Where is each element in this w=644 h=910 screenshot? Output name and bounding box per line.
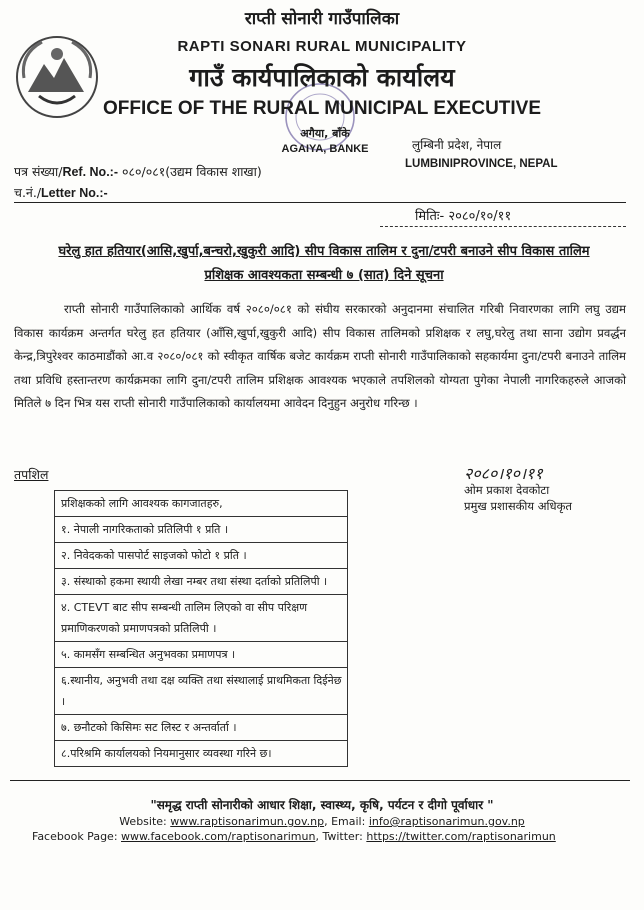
header-divider xyxy=(14,202,626,203)
address-en: AGAIYA, BANKE xyxy=(281,143,369,155)
table-row xyxy=(55,741,348,767)
requirement-item: ४. CTEVT बाट सीप सम्बन्धी तालिम लिएको वा सीप परिक्षण प्रमाणिकरणको प्रमाणपत्रको प्रतिलिपी । xyxy=(55,595,348,642)
requirement-item: ५. कामसँग सम्बन्धित अनुभवका प्रमाणपत्र । xyxy=(55,642,348,668)
table-row xyxy=(55,642,348,668)
website-label: Website: xyxy=(119,815,171,828)
notice-subject: घरेलु हात हतियार(आसि,खुर्पा,बन्चरो,खुकुरी आदि) सीप विकास तालिम र दुना/टपरी बनाउने सीप विकास तालिम प्रशिक्षक आवश्यकता सम्बन्धी ७ (सात) दिने सूचना xyxy=(58,244,590,283)
signatory-name: ओम प्रकाश देवकोटा xyxy=(464,483,550,497)
letter-number xyxy=(14,184,108,201)
table-row xyxy=(55,517,348,543)
facebook-label: Facebook Page: xyxy=(32,830,122,843)
website-link[interactable]: www.raptisonarimun.gov.np xyxy=(170,815,325,828)
document-date: मितिः- २०८०/१०/११ xyxy=(415,209,512,224)
office-title-np: गाउँ कार्यपालिकाको कार्यालय xyxy=(189,63,455,92)
requirement-item: ८.परिश्रमि कार्यालयको नियमानुसार व्यवस्था गरिने छ। xyxy=(55,741,348,767)
details-heading: तपशिल xyxy=(14,467,49,482)
letter-label-en: Letter No.:- xyxy=(41,186,108,200)
requirement-item: ३. संस्थाको हकमा स्थायी लेखा नम्बर तथा संस्था दर्ताको प्रतिलिपी । xyxy=(55,569,348,595)
municipality-name-np: राप्ती सोनारी गाउँपालिका xyxy=(244,9,400,29)
address-np: अगैया, बाँके xyxy=(300,127,350,140)
table-row xyxy=(55,543,348,569)
twitter-label: , Twitter: xyxy=(315,830,367,843)
municipality-name-en: RAPTI SONARI RURAL MUNICIPALITY xyxy=(177,38,467,55)
province-np: लुम्बिनी प्रदेश, नेपाल xyxy=(412,138,502,152)
table-row xyxy=(55,715,348,741)
table-row xyxy=(55,491,348,517)
twitter-link[interactable]: https://twitter.com/raptisonarimun xyxy=(366,830,556,843)
notice-body: राप्ती सोनारी गाउँपालिकाको आर्थिक वर्ष २०८०/०८१ को संघीय सरकारको अनुदानमा संचालित गरिबी निवारणका लागि लघु उद्यम विकास कार्यक्रम अन्तर्गत घरेलु हत हतियार (आँसि,खुर्पा,खुकुरी आदि) सीप विकास तालिमको प्रशिक्षक र लघु,घरेलु तथा साना उद्योग प्रवर्द्धन केन्द्र,त्रिपुरेश्वर काठमाडौंको आ.व २०८०/०८१ को स्वीकृत वार्षिक बजेट कार्यक्रम राप्ती सोनारी गाउँपालिकाको सहकार्यमा दुना/टपरी बनाउने तालिम तथा प्रविधि हस्तान्तरण कार्यक्रमका लागि दुना/टपरी तालिम प्रशिक्षक आवश्यक भएकाले तपशिलको योग्यता पुगेका नेपाली नागरिकहरुले आजको मितिले ७ दिन भित्र यस राप्ती सोनारी गाउँपालिकाको कार्यालयमा आवेदन दिनुहुन अनुरोध गरिन्छ । xyxy=(14,302,626,410)
signatory-title: प्रमुख प्रशासकीय अधिकृत xyxy=(464,499,572,513)
footer-motto: "समृद्ध राप्ती सोनारीको आधार शिक्षा, स्वास्थ्य, कृषि, पर्यटन र दीगो पूर्वाधार " xyxy=(150,798,494,812)
facebook-link[interactable]: www.facebook.com/raptisonarimun xyxy=(121,830,316,843)
ref-value: ०८०/०८१(उद्यम विकास शाखा) xyxy=(121,164,262,179)
requirements-table xyxy=(54,490,348,767)
requirement-item: ६.स्थानीय, अनुभवी तथा दक्ष व्यक्ति तथा संस्थालाई प्राथमिकता दिईनेछ । xyxy=(55,668,348,715)
requirements-heading: प्रशिक्षकको लागि आवश्यक कागजातहरु, xyxy=(55,491,348,517)
requirement-item: ७. छनौटको किसिमः सट लिस्ट र अन्तर्वार्ता । xyxy=(55,715,348,741)
email-link[interactable]: info@raptisonarimun.gov.np xyxy=(368,815,525,828)
ref-label-en: Ref. No.:- xyxy=(62,165,118,179)
date-underline xyxy=(380,226,626,227)
table-row xyxy=(55,595,348,642)
letter-label-np: च.नं./ xyxy=(14,185,42,200)
signature-block xyxy=(464,466,604,514)
email-label: , Email: xyxy=(324,815,369,828)
signature-date: २०८०।१०।११ xyxy=(464,464,543,483)
office-title-en: OFFICE OF THE RURAL MUNICIPAL EXECUTIVE xyxy=(102,98,542,119)
ref-label-np: पत्र संख्या/ xyxy=(14,164,63,179)
province-en: LUMBINIPROVINCE, NEPAL xyxy=(405,158,558,170)
footer-divider xyxy=(10,780,630,781)
table-row xyxy=(55,569,348,595)
table-row xyxy=(55,668,348,715)
requirement-item: १. नेपाली नागरिकताको प्रतिलिपी १ प्रति । xyxy=(55,517,348,543)
footer-social xyxy=(32,830,556,843)
footer-contacts xyxy=(0,815,644,828)
reference-number xyxy=(14,163,262,180)
requirement-item: २. निवेदकको पासपोर्ट साइजको फोटो १ प्रति । xyxy=(55,543,348,569)
